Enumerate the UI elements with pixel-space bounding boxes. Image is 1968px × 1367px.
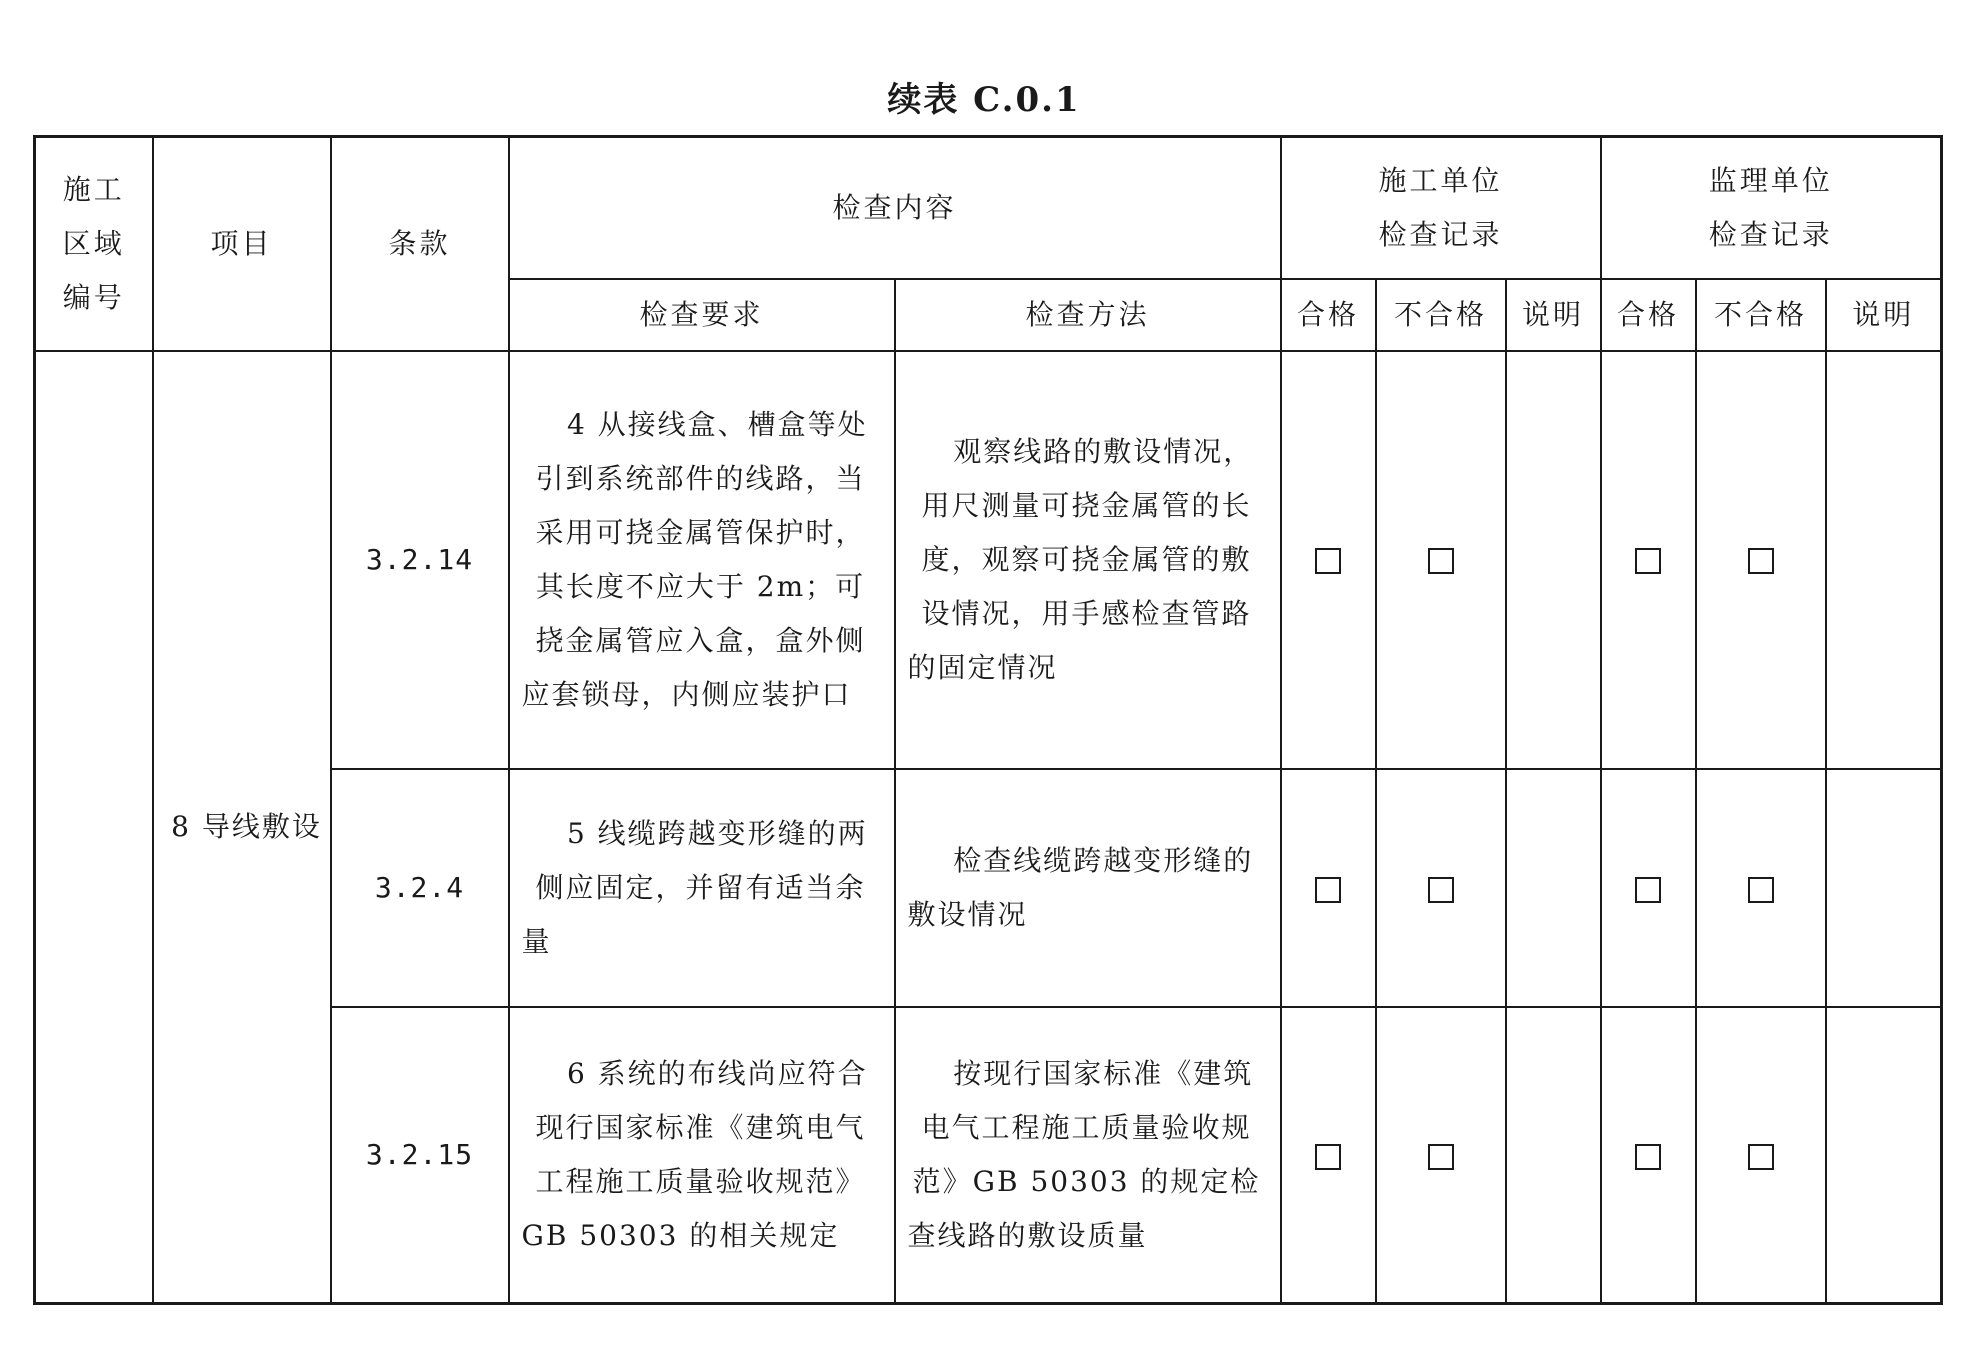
construction-pass-cell — [1281, 769, 1376, 1007]
requirement-cell: 5 线缆跨越变形缝的两侧应固定，并留有适当余量 — [509, 769, 895, 1007]
construction-pass-cell — [1281, 1007, 1376, 1303]
method-cell: 按现行国家标准《建筑电气工程施工质量验收规范》GB 50303 的规定检查线路的敷设质量 — [895, 1007, 1281, 1303]
item-header: 项目 — [153, 137, 331, 351]
supervision-note-cell — [1826, 769, 1942, 1007]
requirement-cell: 4 从接线盒、槽盒等处引到系统部件的线路，当采用可挠金属管保护时，其长度不应大于 2m；可挠金属管应入盒，盒外侧应套锁母，内侧应装护口 — [509, 351, 895, 769]
construction-pass-cell — [1281, 351, 1376, 769]
supervision-note-cell — [1826, 351, 1942, 769]
supervision-fail-cell — [1696, 1007, 1826, 1303]
construction-note-cell — [1506, 1007, 1601, 1303]
supervision-fail-cell — [1696, 769, 1826, 1007]
content-header: 检查内容 — [509, 137, 1281, 279]
construction-note-cell — [1506, 351, 1601, 769]
supervision-fail-checkbox[interactable] — [1748, 548, 1774, 574]
supervision-fail-cell — [1696, 351, 1826, 769]
inspection-table — [33, 135, 1943, 1305]
header-row-top — [35, 137, 1942, 279]
supervision-pass-checkbox[interactable] — [1635, 548, 1661, 574]
supervision-pass-checkbox[interactable] — [1635, 877, 1661, 903]
supervision-note-cell — [1826, 1007, 1942, 1303]
construction-fail-checkbox[interactable] — [1428, 548, 1454, 574]
zone-cell — [35, 351, 153, 1304]
zone-header: 施工 区域 编号 — [35, 137, 153, 351]
construction-fail-header: 不合格 — [1376, 279, 1506, 351]
table-row — [35, 351, 1942, 769]
construction-pass-checkbox[interactable] — [1315, 1144, 1341, 1170]
construction-pass-checkbox[interactable] — [1315, 548, 1341, 574]
supervision-record-header: 监理单位 检查记录 — [1601, 137, 1942, 279]
method-cell: 观察线路的敷设情况，用尺测量可挠金属管的长度，观察可挠金属管的敷设情况，用手感检查管路的固定情况 — [895, 351, 1281, 769]
item-cell: 8 导线敷设 — [153, 351, 331, 1304]
method-header: 检查方法 — [895, 279, 1281, 351]
construction-fail-checkbox[interactable] — [1428, 1144, 1454, 1170]
supervision-fail-checkbox[interactable] — [1748, 877, 1774, 903]
construction-fail-checkbox[interactable] — [1428, 877, 1454, 903]
clause-cell: 3.2.14 — [331, 351, 509, 769]
requirement-cell: 6 系统的布线尚应符合现行国家标准《建筑电气工程施工质量验收规范》GB 50303 的相关规定 — [509, 1007, 895, 1303]
construction-record-header: 施工单位 检查记录 — [1281, 137, 1601, 279]
construction-fail-cell — [1376, 351, 1506, 769]
supervision-pass-checkbox[interactable] — [1635, 1144, 1661, 1170]
clause-cell: 3.2.15 — [331, 1007, 509, 1303]
construction-note-header: 说明 — [1506, 279, 1601, 351]
clause-cell: 3.2.4 — [331, 769, 509, 1007]
supervision-note-header: 说明 — [1826, 279, 1942, 351]
construction-pass-checkbox[interactable] — [1315, 877, 1341, 903]
supervision-pass-cell — [1601, 769, 1696, 1007]
supervision-pass-header: 合格 — [1601, 279, 1696, 351]
construction-note-cell — [1506, 769, 1601, 1007]
construction-fail-cell — [1376, 769, 1506, 1007]
supervision-pass-cell — [1601, 1007, 1696, 1303]
supervision-pass-cell — [1601, 351, 1696, 769]
method-cell: 检查线缆跨越变形缝的敷设情况 — [895, 769, 1281, 1007]
construction-pass-header: 合格 — [1281, 279, 1376, 351]
supervision-fail-header: 不合格 — [1696, 279, 1826, 351]
clause-header: 条款 — [331, 137, 509, 351]
construction-fail-cell — [1376, 1007, 1506, 1303]
table-title: 续表 C.0.1 — [887, 80, 1081, 120]
requirement-header: 检查要求 — [509, 279, 895, 351]
supervision-fail-checkbox[interactable] — [1748, 1144, 1774, 1170]
